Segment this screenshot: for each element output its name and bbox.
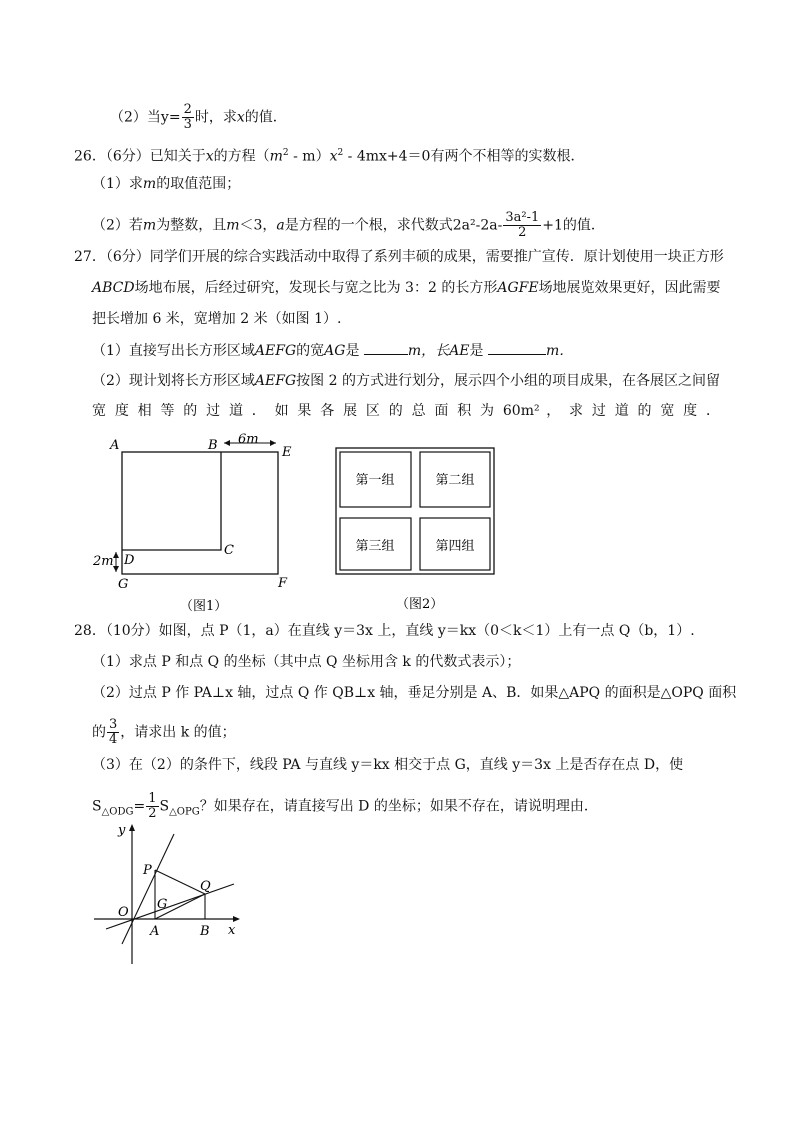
label-x: x [228,923,236,938]
q28-part1: （1）求点 P 和点 Q 的坐标（其中点 Q 坐标用含 k 的代数式表示）； [92,654,521,670]
q28-part3-line2: $S_{\triangle ODG}=$ $\frac{1}{2}$ $S_{\triangle OPG}$？如果存在，请直接写出 D 的坐标；如果不存在，请说明理由． [92,791,598,821]
label-group-3: 第三组 [355,539,395,554]
segment-pq [155,870,205,894]
label-p: P [143,863,152,878]
label-group-1: 第一组 [355,473,395,488]
label-g: G [118,577,129,592]
q27-stem-line2: ABCD场地布展，后经过研究，发现长与宽之比为 3：2 的长方形AGFE场地展览效果更好，因此需要 [92,280,721,296]
arrow-head [113,552,119,558]
label-y: y [118,823,126,838]
q28-part3-line1: （3）在（2）的条件下，线段 PA 与直线 y＝kx 相交于点 G，直线 y＝3x 上是否存在点 D，使 [92,757,684,773]
q27-part1: （1）直接写出长方形区域AEFG的宽AG是 m，长AE是 m． [92,340,573,361]
q28-part2-line1: （2）过点 P 作 PA⊥x 轴，过点 Q 作 QB⊥x 轴，垂足分别是 A、B．如果△APQ 的面积是△OPQ 面积 [92,685,737,701]
fraction: $\frac{3}{4}$ [109,717,118,747]
answer-blank[interactable] [488,340,546,355]
line-y-3x [122,834,174,944]
label-a: A [110,438,120,453]
label-a: A [150,924,160,939]
q28-stem: 28．（10分）如图，点 P（1，a）在直线 y＝3x 上，直线 y＝kx（0＜k＜1）上有一点 Q（b，1）. [74,623,695,639]
arrow-head [224,440,230,446]
arrow-head [233,916,240,922]
label-2m: 2m [93,554,114,569]
q26-part2: （2）若m为整数，且m＜3，a是方程的一个根，求代数式2a²-2a- $\frac{\text{3a²-1}}{2}$ +1的值． [92,210,605,240]
figure-1 [88,432,308,618]
fraction: $\frac{1}{2}$ [148,791,157,821]
label-b: B [208,438,218,453]
rectangle-aefg [122,452,278,574]
label-group-4: 第四组 [435,539,475,554]
label-group-2: 第二组 [435,473,475,488]
label-g: G [157,897,168,912]
q25-part2: （2）当y= $\frac{2}{3}$ 时，求x的值． [110,102,287,132]
label-f: F [278,576,288,591]
figure-2-caption: （图2） [396,597,444,612]
label-c: C [224,543,234,558]
square-abcd [122,452,221,550]
q26-part1: （1）求m的取值范围； [92,176,241,192]
q28-part2-line2: 的 $\frac{3}{4}$ ，请求出 k 的值； [92,717,236,747]
q27-stem-line3: 把长增加 6 米，宽增加 2 米（如图 1）. [92,311,342,327]
answer-blank[interactable] [364,340,408,355]
fraction: $\frac{2}{3}$ [183,102,192,132]
fraction: $\frac{\text{3a²-1}}{2}$ [505,210,540,240]
q27-part2-line2: 宽 度 相 等 的 过 道 ． 如 果 各 展 区 的 总 面 积 为 60m² ， 求 过 道 的 宽 度 ． [92,403,720,419]
figure-2 [332,446,500,612]
figure-q28-coordinate [92,818,252,968]
label-b: B [200,924,210,939]
q27-stem-line1: 27．（6分）同学们开展的综合实践活动中取得了系列丰硕的成果，需要推广宣传．原计划使用一块正方形 [74,249,724,265]
label-q: Q [200,879,211,894]
q26-stem: 26．（6分）已知关于x的方程$(m^2 - m)x^2 - 4mx+4=0$有两个不相等的实数根． [74,148,585,165]
label-6m: 6m [238,432,259,447]
arrow-head [270,440,276,446]
arrow-head [129,824,135,831]
label-d: D [124,553,135,568]
outer-rectangle [336,448,494,574]
figure-1-caption: （图1） [180,599,228,614]
arrow-head [113,566,119,572]
label-o: O [118,905,129,920]
q27-part2-line1: （2）现计划将长方形区域AEFG按图 2 的方式进行划分，展示四个小组的项目成果，在各展区之间留 [92,373,720,389]
label-e: E [282,445,292,460]
